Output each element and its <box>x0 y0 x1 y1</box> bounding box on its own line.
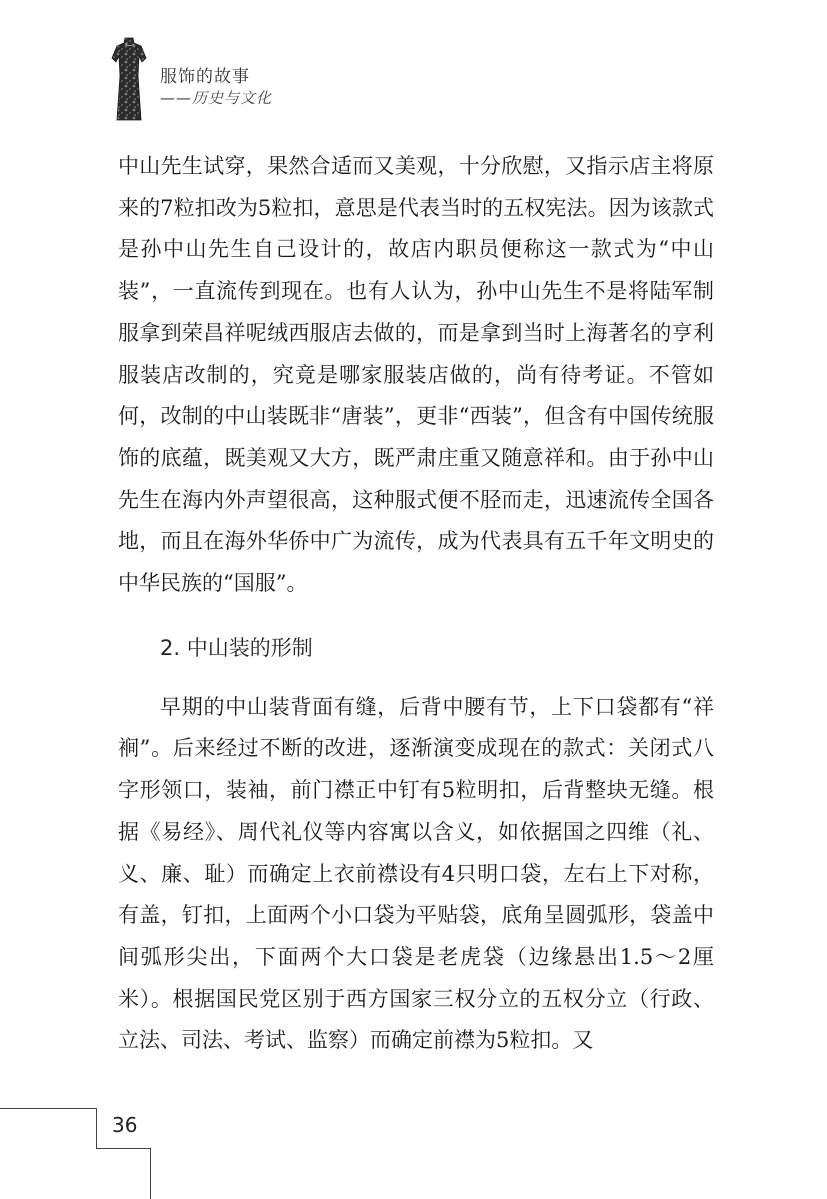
book-title: 服饰的故事 <box>160 67 250 87</box>
qipao-icon <box>108 36 150 122</box>
header-text <box>160 66 272 108</box>
book-subtitle: ——历史与文化 <box>160 89 273 107</box>
body-paragraph: 早期的中山装背面有缝，后背中腰有节，上下口袋都有“祥裥”。后来经过不断的改进，逐渐演变成现在的款式：关闭式八字形领口，装袖，前门襟正中钉有5粒明扣，后背整块无缝。根据《易经》、周代礼仪等内容寓以含义，如依据国之四维（礼、义、廉、耻）而确定上衣前襟设有4只明口袋，左右上下对称，有盖，钉扣，上面两个小口袋为平贴袋，底角呈圆弧形，袋盖中间弧形尖出，下面两个大口袋是老虎袋（边缘悬出1.5～2厘米）。根据国民党区别于西方国家三权分立的五权分立（行政、立法、司法、考试、监察）而确定前襟为5粒扣。又 <box>118 694 714 1053</box>
body-paragraph: 中山先生试穿，果然合适而又美观，十分欣慰，又指示店主将原来的7粒扣改为5粒扣，意思是代表当时的五权宪法。因为该款式是孙中山先生自己设计的，故店内职员便称这一款式为“中山装”，一直流传到现在。也有人认为，孙中山先生不是将陆军制服拿到荣昌祥呢绒西服店去做的，而是拿到当时上海著名的亨利服装店改制的，究竟是哪家服装店做的，尚有待考证。不管如何，改制的中山装既非“唐装”，更非“西装”，但含有中国传统服饰的底蕴，既美观又大方，既严肃庄重又随意祥和。由于孙中山先生在海内外声望很高，这种服式便不胫而走，迅速流传全国各地，而且在海外华侨中广为流传，成为代表具有五千年文明史的中华民族的“国服”。 <box>118 154 714 596</box>
page-number: 36 <box>112 1113 138 1137</box>
page-body <box>118 146 714 1062</box>
page-header <box>108 36 428 126</box>
section-heading: 2. 中山装的形制 <box>160 635 313 660</box>
